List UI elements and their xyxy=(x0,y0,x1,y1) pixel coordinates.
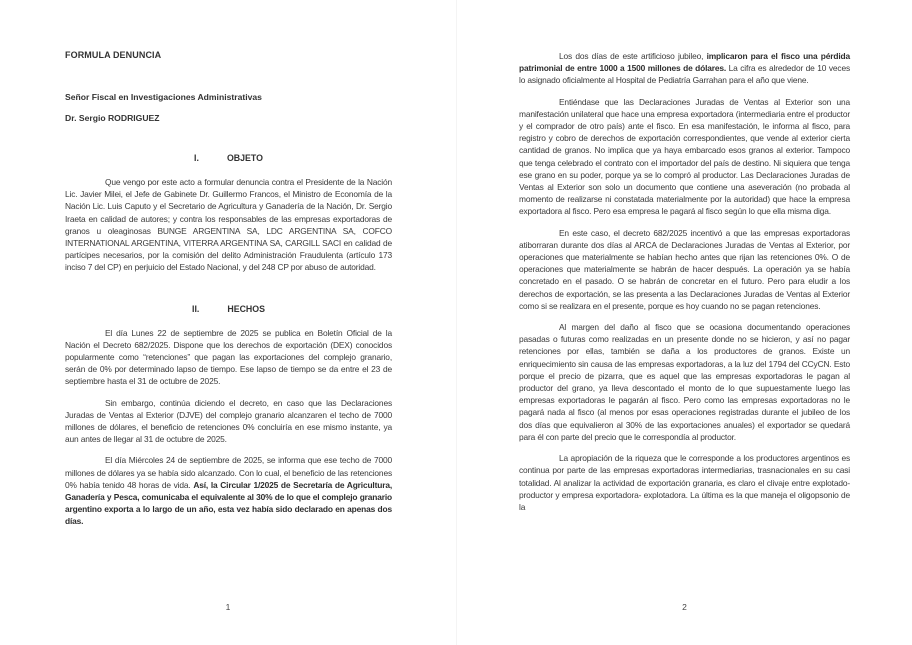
paragraph-jubileo-bold: implicaron para el fisco una pérdida patrimonial de entre 1000 a 1500 millones de dólares. xyxy=(519,51,850,74)
paragraph-hechos-3-bold: Así, la Circular 1/2025 de Secretaría de Agricultura, Ganadería y Pesca, comunicaba el equivalente al 30% de lo que el complejo granario argentino exporta a lo largo de un año, esta vez había sido declarado en apenas dos días. xyxy=(65,479,392,527)
paragraph-decreto-incentivo: En este caso, el decreto 682/2025 incentivó a que las empresas exportadoras atiborraran durante dos días al ARCA de Declaraciones Juradas de Ventas al Exterior, por operaciones que materialmente se habían hecho antes que rijan las retenciones 0%. O de operaciones que materialmente se habrán de hacer después. La operación ya se había concretado en el pasado. O se habrán de concretar en el futuro. Pero para eludir a los derechos de exportación, se las presenta a las Declaraciones Juradas de Ventas al Exterior como si se realizara en el presente, porque es hoy cuando no se pagan retenciones. xyxy=(519,227,850,311)
paragraph-apropiacion: La apropiación de la riqueza que le corresponde a los productores argentinos es continua por parte de las empresas exportadoras intermediarias, trasnacionales en su casi totalidad. Al analizar la actividad de exportación granaria, es claro el clivaje entre explotado-productor y empresa exportadora- explotadora. La última es la que maneja el oligopsonio de la xyxy=(519,453,850,512)
paragraph-hechos-1: El día Lunes 22 de septiembre de 2025 se publica en Boletín Oficial de la Nación el Decreto 682/2025. Dispone que los derechos de exportación (DEX) conocidos popularmente como “retenciones” que pagan las exportaciones del complejo granario, serán de 0% por determinado lapso de tiempo. Ese lapso de tiempo se da entre el 23 de septiembre hasta el 31 de octubre de 2025. xyxy=(65,327,392,387)
page-2 xyxy=(456,0,912,645)
addressee-name: Dr. Sergio RODRIGUEZ xyxy=(65,113,160,123)
paragraph-entiendase: Entiéndase que las Declaraciones Juradas de Ventas al Exterior son una manifestación unilateral que hace una empresa exportadora (intermediaria entre el productor y el comprador de otro país) ante el fisco. En esa manifestación, le informa al fisco, para registro y cobro de derechos de exportación correspondientes, que vende al exterior cierta cantidad de granos. No implica que ya haya embarcado esos granos al exterior. Tampoco que tenga celebrado el contrato con el importador del país de destino. Ni siquiera que tenga ese grano en su poder, porque ya se lo compró al productor. Las Declaraciones Juradas de Ventas al Exterior son solo un documento que contiene una aseveración (no probada al momento de realizarse ni constatada materialmente por la autoridad) que hace la empresa exportadora al fisco. Pero esa empresa le pagará al fisco según lo que ella misma diga. xyxy=(519,96,850,217)
section-heading-hechos xyxy=(65,304,392,314)
paragraph-hechos-3-normal: El día Miércoles 24 de septiembre de 2025, se informa que ese techo de 7000 millones de dólares ya se había sido alcanzado. Con lo cual, el beneficio de las retenciones 0% había tenido 48 horas de vida. xyxy=(65,455,392,490)
section-title-objeto: OBJETO xyxy=(226,153,263,163)
section-title-hechos: HECHOS xyxy=(227,303,265,314)
paragraph-objeto: Que vengo por este acto a formular denuncia contra el Presidente de la Nación Lic. Javier Milei, el Jefe de Gabinete Dr. Guillermo Francos, el Ministro de Economía de la Nación Lic. Luis Caputo y el Secretario de Agricultura y Ganadería de la Nación, Dr. Sergio Iraeta en calidad de autores; y contra los responsables de las empresas exportadoras de granos u oleaginosas BUNGE ARGENTINA SA, LDC ARGENTINA SA, COFCO INTERNATIONAL ARGENTINA, VITERRA ARGENTINA SA, CARGILL SACI en calidad de partícipes necesarios, por la comisión del delito Administración Fraudulenta (artículo 173 inciso 7 del CP) en perjuicio del Estado Nacional, y del 248 CP por abuso de autoridad. xyxy=(65,177,392,273)
paragraph-jubileo-normal-b: La cifra es alrededor de 10 veces lo asignado oficialmente al Hospital de Pediatría Garrahan para el año que viene. xyxy=(519,63,850,86)
section-heading-objeto xyxy=(65,153,392,163)
paragraph-jubileo-normal-a: Los dos días de este artificioso jubileo, xyxy=(559,51,707,61)
page-number-2: 2 xyxy=(682,602,687,612)
paragraph-jubileo xyxy=(519,50,850,87)
paragraph-hechos-3 xyxy=(65,454,392,527)
addressee-title: Señor Fiscal en Investigaciones Administrativas xyxy=(65,92,262,102)
document-title: FORMULA DENUNCIA xyxy=(65,50,162,60)
paragraph-dano-fisco: Al margen del daño al fisco que se ocasiona documentando operaciones pasadas o futuras como realizadas en un presente donde no se hicieron, y así no pagar retenciones por ellas, también se daña a los productores de granos. Existe un enriquecimiento sin causa de las empresas exportadoras, a la luz del 1794 del CCyCN. Esto porque el precio de pizarra, que es aquel que las empresas exportadoras le pagan al productor del grano, ya lleva descontado el monto de lo que supuestamente luego las empresas exportadoras le pagarán al fisco. Pero como las empresas exportadoras no le pagará nada al fisco (al menos por esas operaciones registradas durante el jubileo de los dos días que equivalieron al 30% de las exportaciones anuales) el exportador se quedará para él con parte del precio que le correspondía al productor. xyxy=(519,322,850,442)
page-number-1: 1 xyxy=(225,602,231,612)
section-number-hechos: II. xyxy=(192,303,200,314)
paragraph-hechos-2: Sin embargo, continúa diciendo el decreto, en caso que las Declaraciones Juradas de Ventas al Exterior (DJVE) del complejo granario alcanzaren el techo de 7000 millones de dólares, el beneficio de retenciones 0% concluiría en ese mismo instante, ya aun antes de llegar al 31 de octubre de 2025. xyxy=(65,397,392,445)
section-number-objeto: I. xyxy=(194,153,199,163)
